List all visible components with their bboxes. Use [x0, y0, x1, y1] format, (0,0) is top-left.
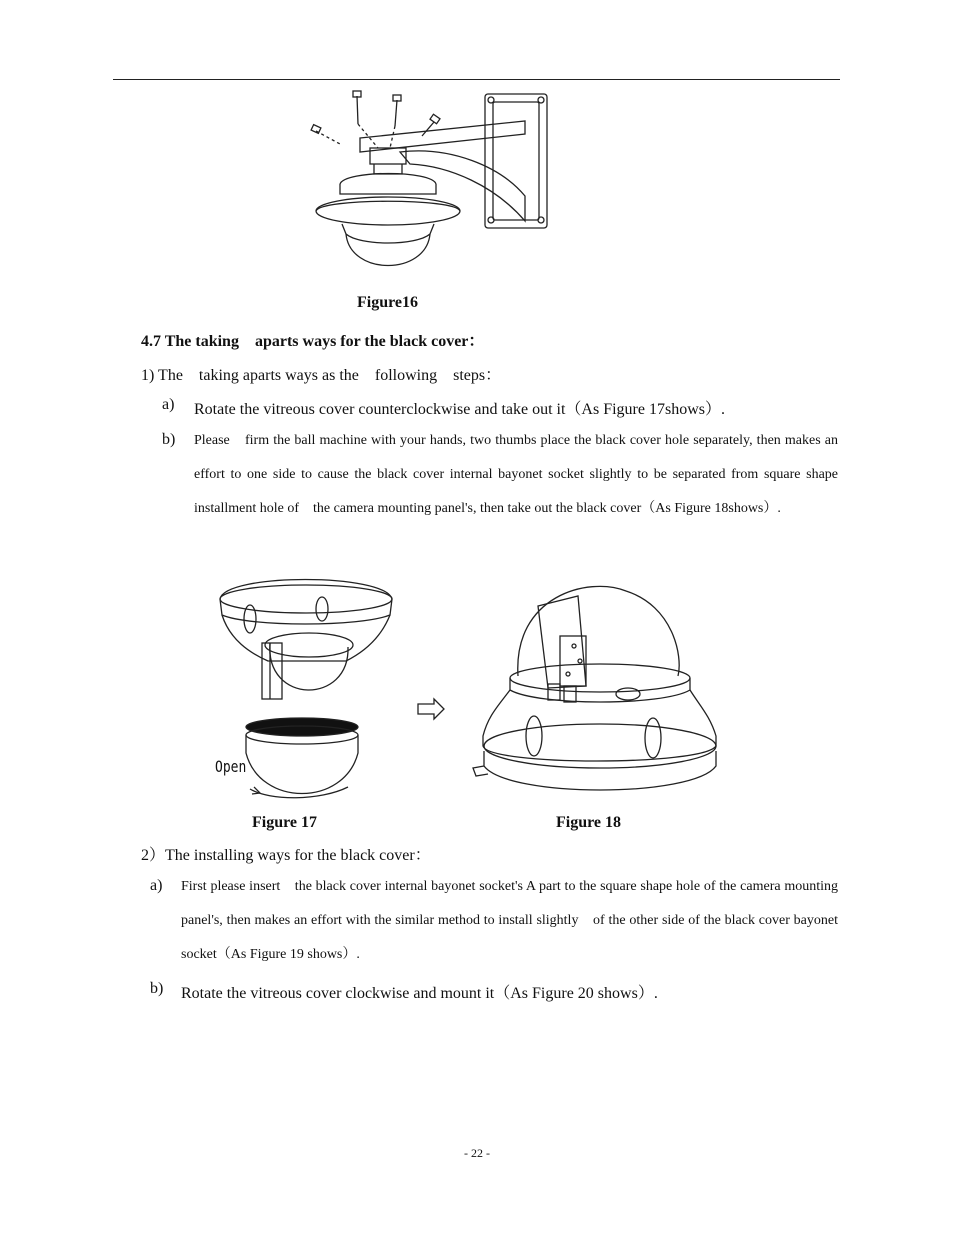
right-arrow-icon [416, 697, 446, 721]
step1-b-marker: b) [162, 431, 176, 448]
figure17-caption: Figure 17 [252, 814, 318, 831]
step1-a-marker: a) [162, 396, 175, 413]
step2-intro: 2）The installing ways for the black cover： [141, 847, 431, 864]
section-heading: 4.7 The taking aparts ways for the black cover： [141, 333, 485, 350]
step2-a-marker: a) [150, 877, 163, 894]
step1-b-text: Please firm the ball machine with your hands, two thumbs place the black cover hole separately, then makes an effort to one side to cause the black cover internal bayonet socket slightly to be separated from square shape installment hole of the camera mounting panel's, then take out the black cover（As Figure 18shows）. [194, 433, 838, 516]
step1-a-text: Rotate the vitreous cover counterclockwise and take out it（As Figure 17shows）. [194, 401, 725, 418]
figure17-open-label: Open [215, 758, 247, 777]
page-number: - 22 - [464, 1146, 490, 1160]
figure18-illustration [468, 566, 723, 811]
step2-b-marker: b) [150, 980, 164, 997]
figure18-caption: Figure 18 [556, 814, 622, 831]
figure16-illustration [300, 86, 560, 278]
step2-b-text: Rotate the vitreous cover clockwise and mount it（As Figure 20 shows）. [181, 985, 658, 1002]
header-rule [113, 79, 840, 80]
figure16-caption: Figure16 [357, 294, 419, 311]
step2-a-text: First please insert the black cover internal bayonet socket's A part to the square shape hole of the camera mounting panel's, then makes an effort with the similar method to install slightly of the other side of the black cover bayonet socket（As Figure 19 shows）. [181, 879, 838, 962]
step1-intro: 1) The taking aparts ways as the following steps： [141, 367, 502, 384]
